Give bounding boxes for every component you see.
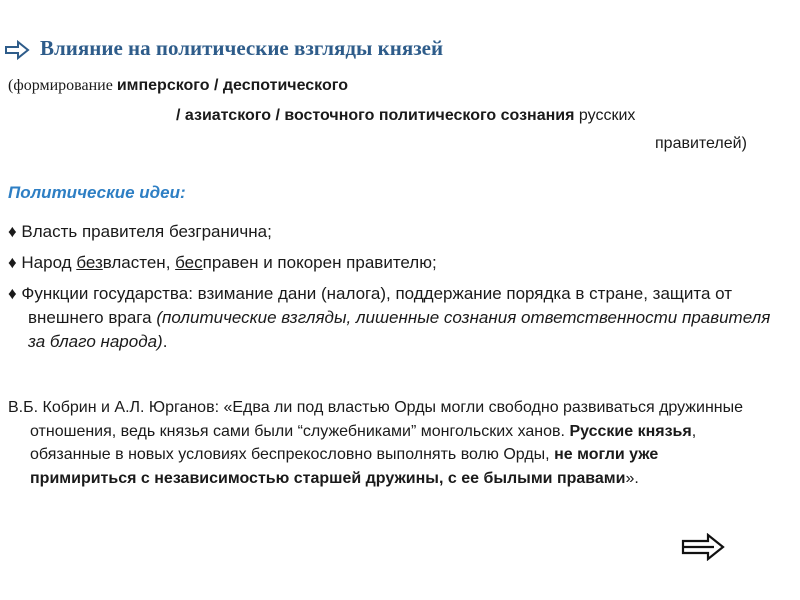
bullet-2-text-2: и покорен правителю; xyxy=(258,253,437,272)
bullet-2-sep: , xyxy=(165,253,176,272)
bullet-3 xyxy=(8,282,790,354)
subtitle-bold-1: имперского / деспотического xyxy=(116,77,348,94)
double-right-arrow-icon[interactable] xyxy=(680,533,726,561)
bullet-3-text: ♦ Функции государства: взимание дани (налога), поддержание порядка в стране, защита от внешнего врага xyxy=(8,284,733,327)
quote-bold-1: Русские князья xyxy=(569,422,692,440)
bullet-2-rest-2: правен xyxy=(202,253,259,272)
bullet-3-italic: (политические взгляды, лишенные сознания ответственности правителя за благо народа) xyxy=(28,308,771,351)
subtitle-line-3: правителей) xyxy=(655,135,747,152)
subtitle-open: (формирование xyxy=(8,77,117,94)
quote-paragraph xyxy=(8,396,750,490)
quote-bold-2: не могли уже примириться с независимостью старшей дружины, с ее былыми правами xyxy=(30,446,659,487)
subtitle-line-2 xyxy=(176,106,635,126)
subtitle-line-1 xyxy=(8,76,348,96)
bullet-3-end: . xyxy=(162,332,168,351)
ideas-heading: Политические идеи: xyxy=(8,183,186,202)
quote-text-2: , обязанные в новых условиях беспрекословно выполнять волю Орды, xyxy=(30,422,697,463)
bullet-2-rest-1: властен xyxy=(102,253,166,272)
subtitle-bold-2: / азиатского / восточного политического сознания xyxy=(176,107,575,124)
quote-end: ». xyxy=(625,469,639,487)
bullet-2-underline-1: без xyxy=(76,253,103,272)
page-title: Влияние на политические взгляды князей xyxy=(40,36,444,60)
bullet-2 xyxy=(8,251,778,275)
subtitle-tail: русских xyxy=(574,107,636,124)
bullet-2-text-1: ♦ Народ xyxy=(8,253,77,272)
right-arrow-icon xyxy=(4,39,30,61)
bullet-1: ♦ Власть правителя безгранична; xyxy=(8,222,272,241)
quote-text-1: В.Б. Кобрин и А.Л. Юрганов: «Едва ли под властью Орды могли свободно развиваться дружинные отношения, ведь князья сами были “служебниками” монгольских ханов. xyxy=(8,399,744,440)
bullet-2-underline-2: бес xyxy=(175,253,203,272)
